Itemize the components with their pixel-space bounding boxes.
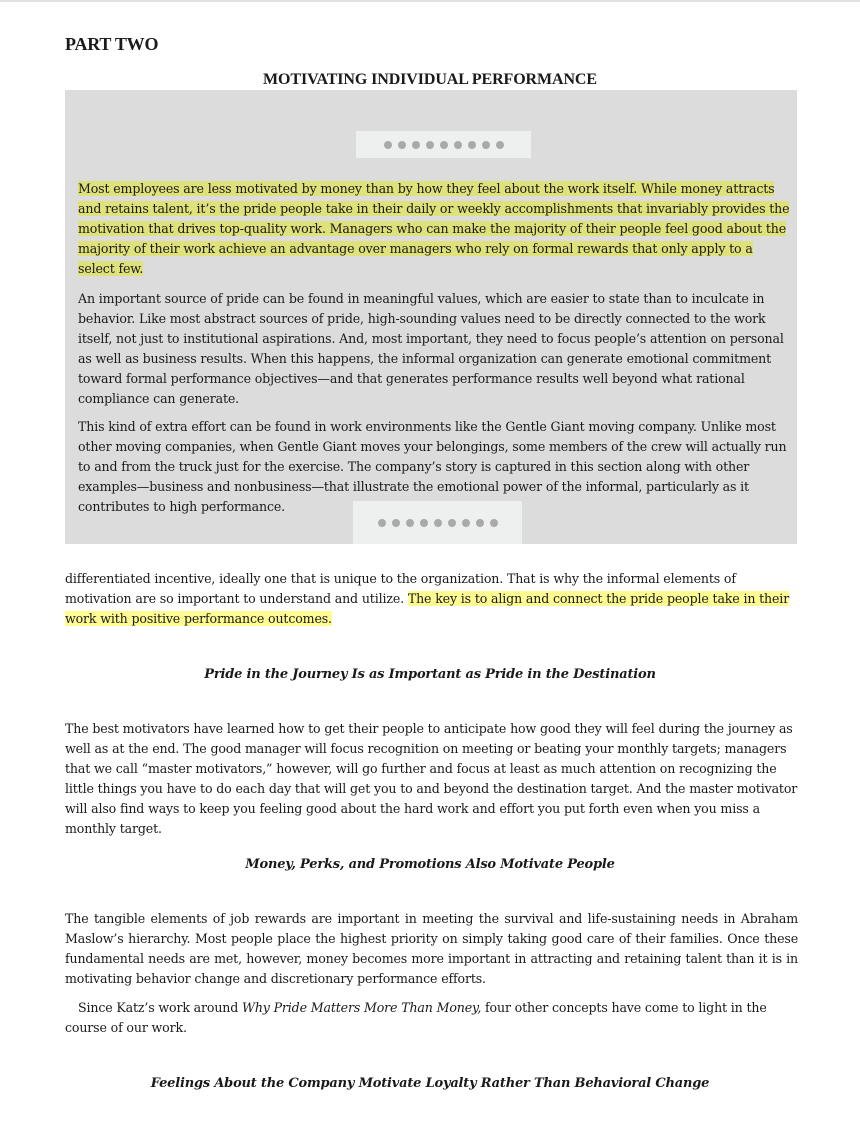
- placeholder-dot: [392, 519, 400, 527]
- placeholder-dot: [412, 141, 420, 149]
- book-title: Why Pride Matters More Than Money,: [242, 1000, 482, 1015]
- placeholder-dot: [398, 141, 406, 149]
- excerpt-box: [65, 90, 797, 544]
- top-border: [0, 0, 860, 2]
- section-paragraph: The tangible elements of job rewards are important in meeting the survival and life-sustaining needs in Abraham Maslow’s hierarchy. Most people place the highest priority on simply taking good care of their families. Once these fundamental needs are met, however, money becomes more important in attracting and retaining talent than it is in motivating behavior change and discretionary performance efforts.: [65, 911, 798, 986]
- placeholder-dot: [496, 141, 504, 149]
- followup-paragraph: [65, 998, 798, 1038]
- highlighted-text[interactable]: Most employees are less motivated by money than by how they feel about the work itself. While money attracts and retains talent, it’s the pride people take in their daily or weekly accomplishments that invariably provides the motivation that drives top-quality work. Managers who can make the majority of their people feel good about the majority of their work achieve an advantage over managers who rely on formal rewards that only apply to a select few.: [78, 181, 790, 276]
- continuation-text: differentiated incentive, ideally one that is unique to the organization. That is why the informal elements of motivation are so important to understand and utilize.: [65, 571, 736, 606]
- placeholder-dot: [462, 519, 470, 527]
- excerpt-end-placeholder: [353, 501, 522, 544]
- excerpt-paragraph: [78, 179, 790, 279]
- placeholder-dot: [426, 141, 434, 149]
- placeholder-dot: [420, 519, 428, 527]
- section-paragraph: The best motivators have learned how to get their people to anticipate how good they will feel during the journey as well as at the end. The good manager will focus recognition on meeting or beating your monthly targets; managers that we call “master motivators,” however, will go further and focus at least as much attention on recognizing the little things you have to do each day that will get you to and beyond the destination target. And the master motivator will also find ways to keep you feeling good about the hard work and effort you put forth even when you miss a monthly target.: [65, 721, 798, 836]
- excerpt-paragraph: This kind of extra effort can be found in work environments like the Gentle Giant moving company. Unlike most other moving companies, when Gentle Giant moves your belongings, some members of the crew will actually run to and from the truck just for the exercise. The company’s story is captured in this section along with other examples—business and nonbusiness—that illustrate the emotional power of the informal, particularly as it contributes to high performance.: [78, 419, 787, 514]
- placeholder-dot: [440, 141, 448, 149]
- chapter-title: MOTIVATING INDIVIDUAL PERFORMANCE: [263, 71, 597, 88]
- part-title: PART TWO: [65, 34, 159, 54]
- highlighted-text[interactable]: The key is to align and connect the pride people take in their work with positive performance outcomes.: [65, 591, 790, 626]
- placeholder-dot: [448, 519, 456, 527]
- followup-text: four other concepts have come to light in the course of our work.: [65, 1000, 767, 1035]
- excerpt-paragraph: An important source of pride can be found in meaningful values, which are easier to state than to inculcate in behavior. Like most abstract sources of pride, high-sounding values need to be directly connected to the work itself, not just to institutional aspirations. And, most important, they need to focus people’s attention on personal as well as business results. When this happens, the informal organization can generate emotional commitment toward formal performance objectives—and that generates performance results well beyond what rational compliance can generate.: [78, 291, 784, 406]
- placeholder-dot: [406, 519, 414, 527]
- followup-text: Since Katz’s work around: [78, 1000, 243, 1015]
- placeholder-dot: [384, 141, 392, 149]
- section-heading-feelings-company: Feelings About the Company Motivate Loyalty Rather Than Behavioral Change: [150, 1076, 710, 1091]
- placeholder-dot: [476, 519, 484, 527]
- placeholder-dot: [454, 141, 462, 149]
- section-heading-pride-journey: Pride in the Journey Is as Important as Pride in the Destination: [204, 667, 656, 682]
- continuation-paragraph: [65, 569, 798, 629]
- placeholder-dot: [468, 141, 476, 149]
- excerpt-start-placeholder: [356, 131, 531, 158]
- placeholder-dot: [482, 141, 490, 149]
- placeholder-dot: [378, 519, 386, 527]
- placeholder-dot: [434, 519, 442, 527]
- section-heading-money-perks: Money, Perks, and Promotions Also Motivate People: [245, 857, 615, 872]
- placeholder-dot: [490, 519, 498, 527]
